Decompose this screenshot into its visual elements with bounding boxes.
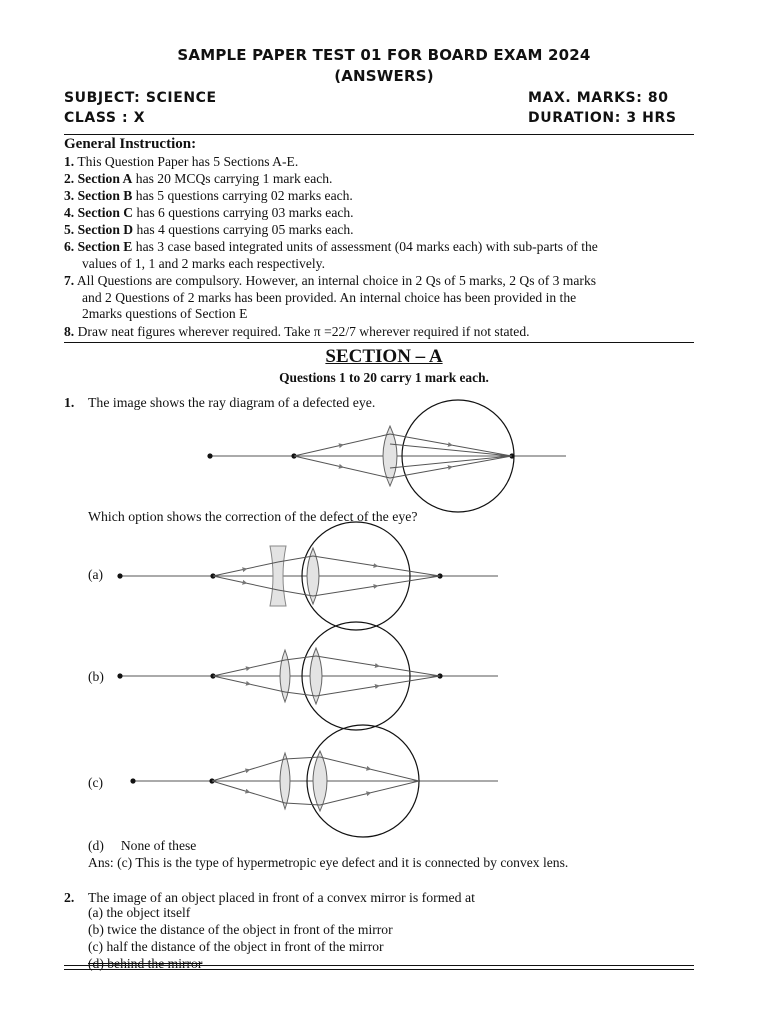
instruction-item: 4. Section C has 6 questions carrying 03 marks each. (64, 205, 354, 220)
instruction-item: 3. Section B has 5 questions carrying 02 marks each. (64, 188, 353, 203)
option-b-ray-2 (213, 676, 285, 692)
option-a-ray-1 (213, 562, 278, 576)
option-a-ray-6 (313, 576, 440, 596)
option-c-ray-5 (320, 757, 419, 781)
option-a-ray-5 (313, 556, 440, 576)
class-label: CLASS : X (64, 110, 146, 126)
question-2-option-a: (a) the object itself (88, 905, 191, 920)
option-c-label: (c) (88, 775, 104, 790)
max-marks-label: MAX. MARKS: 80 (528, 90, 669, 106)
section-subtitle: Questions 1 to 20 carry 1 mark each. (279, 370, 489, 385)
question-1-answer: Ans: (c) This is the type of hypermetropic eye defect and it is connected by convex lens. (88, 855, 569, 870)
refracted-ray-mid-lower (390, 456, 512, 468)
option-b-ray-5 (316, 656, 440, 676)
option-c-convex-lens (280, 753, 290, 809)
option-d: (d) None of these (88, 838, 197, 853)
option-c-ray-6 (320, 781, 419, 805)
option-a-object (117, 573, 122, 578)
section-title: SECTION – A (325, 346, 443, 367)
instruction-item: 8. Draw neat figures wherever required. Take π =22/7 wherever required if not stated. (64, 324, 530, 339)
option-b-ray-4 (285, 692, 316, 696)
option-b-ray-1 (213, 660, 285, 676)
option-b-ray-6 (316, 676, 440, 696)
question-2-option-c: (c) half the distance of the object in front of the mirror (88, 939, 384, 954)
refracted-ray-lower (390, 456, 512, 478)
instructions-heading: General Instruction: (64, 136, 197, 152)
incident-ray-lower (294, 456, 390, 478)
option-c-object (130, 778, 135, 783)
duration-label: DURATION: 3 HRS (528, 110, 677, 126)
question-1-prompt: Which option shows the correction of the defect of the eye? (88, 509, 418, 524)
option-c-ray-1 (212, 759, 285, 781)
option-b-ray-3 (285, 656, 316, 660)
instruction-item: 5. Section D has 4 questions carrying 05 marks each. (64, 222, 354, 237)
option-c-eye-lens (313, 751, 327, 811)
question-2: 2. The image of an object placed in front of a convex mirror is formed at (64, 890, 475, 905)
footer-rule-bottom (64, 969, 694, 970)
paper-subtitle: (ANSWERS) (334, 67, 434, 85)
option-c-ray-3 (285, 757, 320, 759)
instruction-item: 7. All Questions are compulsory. However, an internal choice in 2 Qs of 5 marks, 2 Qs of 3 marks and 2 Questions of 2 marks has been provided. An internal choice has been provided in the 2marks questions of Section E (64, 273, 597, 322)
refracted-ray-upper (390, 434, 512, 456)
object-point (207, 453, 212, 458)
option-b-object (117, 673, 122, 678)
instruction-item: 1. This Question Paper has 5 Sections A-E. (64, 154, 299, 169)
question-2-option-b: (b) twice the distance of the object in front of the mirror (88, 922, 393, 937)
question-2-option-d: (d) behind the mirror (88, 956, 203, 971)
option-a-label: (a) (88, 567, 104, 582)
option-a-ray-2 (213, 576, 278, 590)
incident-ray-upper (294, 434, 390, 456)
option-b-convex-lens (280, 650, 290, 702)
option-c-ray-4 (285, 803, 320, 805)
question-1: 1. The image shows the ray diagram of a defected eye. (64, 395, 376, 410)
refracted-ray-mid-upper (390, 444, 512, 456)
paper-title: SAMPLE PAPER TEST 01 FOR BOARD EXAM 2024 (177, 46, 591, 64)
instruction-item: 6. Section E has 3 case based integrated units of assessment (04 marks each) with sub-parts of the values of 1, 1 and 2 marks each respectively. (64, 239, 598, 271)
option-c-ray-2 (212, 781, 285, 803)
subject-label: SUBJECT: SCIENCE (64, 90, 217, 106)
instruction-item: 2. Section A has 20 MCQs carrying 1 mark each. (64, 171, 333, 186)
option-b-label: (b) (88, 669, 104, 684)
footer-rule-top (64, 965, 694, 966)
